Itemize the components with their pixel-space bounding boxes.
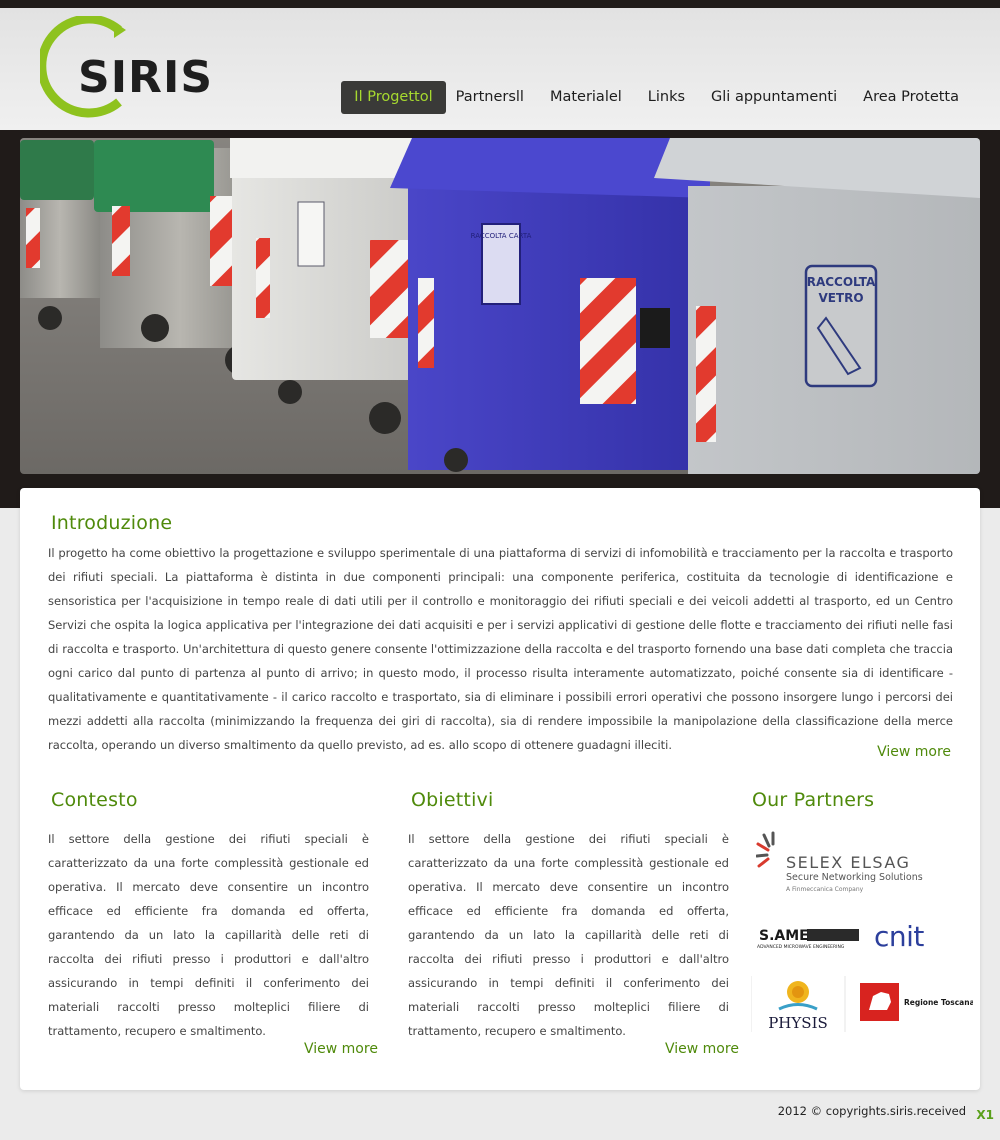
nav-item-materiale[interactable]: Materialel bbox=[549, 89, 622, 105]
contesto-view-more-link[interactable]: View more bbox=[304, 1041, 378, 1057]
logo-wordmark: SIRIS bbox=[78, 52, 214, 103]
intro-view-more-link[interactable]: View more bbox=[877, 744, 951, 760]
partner-logo-physis[interactable] bbox=[751, 976, 847, 1032]
siris-logo[interactable] bbox=[40, 16, 220, 120]
contesto-heading: Contesto bbox=[51, 789, 138, 811]
site-header bbox=[0, 8, 1000, 130]
nav-item-il-progetto[interactable]: Il Progettol bbox=[341, 81, 445, 114]
glass-bin bbox=[654, 138, 980, 474]
obiettivi-heading: Obiettivi bbox=[411, 789, 494, 811]
obiettivi-view-more-link[interactable]: View more bbox=[665, 1041, 739, 1057]
partners-heading: Our Partners bbox=[752, 789, 875, 811]
selex-sub: A Finmeccanica Company bbox=[786, 886, 864, 893]
main-nav bbox=[341, 81, 972, 114]
partner-logo-selex-elsag[interactable] bbox=[756, 830, 948, 900]
contesto-text: Il settore della gestione dei rifiuti speciali è caratterizzato da una forte complessità gestionale ed operativa. Il mercato deve consentire un incontro efficace ed efficiente fra domanda ed offerta, garantendo da un lato la capillarità delle reti di raccolta dei rifiuti presso i produttori e dall'altro assicurando in tempi definiti il conferimento dei materiali raccolti presso molteplici filiere di trattamento, recupero e smaltimento. bbox=[48, 832, 369, 1038]
partner-logo-regione-toscana[interactable] bbox=[859, 980, 973, 1024]
blue-bin bbox=[390, 138, 710, 472]
top-strip bbox=[0, 0, 1000, 8]
partner-logo-cnit[interactable] bbox=[872, 918, 958, 952]
paper-bin-label: RACCOLTA CARTA bbox=[470, 232, 532, 240]
nav-item-area-protetta[interactable]: Area Protetta bbox=[863, 89, 959, 105]
footer-badge: X1 bbox=[976, 1108, 994, 1122]
main-content bbox=[20, 488, 980, 1090]
copyright-text: 2012 © copyrights.siris.received bbox=[777, 1104, 966, 1118]
cnit-name: cnit bbox=[874, 920, 924, 952]
intro-heading: Introduzione bbox=[51, 512, 173, 534]
physis-name: PHYSIS bbox=[768, 1014, 828, 1032]
nav-item-appuntamenti[interactable]: Gli appuntamenti bbox=[711, 89, 838, 105]
toscana-name: Regione Toscana bbox=[904, 998, 973, 1007]
selex-tagline: Secure Networking Solutions bbox=[786, 872, 923, 883]
same-tagline: ADVANCED MICROWAVE ENGINEERING bbox=[757, 945, 845, 950]
glass-bin-label-1: RACCOLTA bbox=[806, 275, 876, 289]
same-name: S.AME bbox=[759, 928, 809, 944]
glass-bin-label-2: VETRO bbox=[818, 291, 864, 305]
partner-logo-same[interactable] bbox=[757, 926, 859, 950]
selex-name: SELEX ELSAG bbox=[786, 853, 911, 872]
intro-text: Il progetto ha come obiettivo la progettazione e sviluppo sperimentale di una piattaforma di servizi di infomobilità e tracciamento per la raccolta e trasporto dei rifiuti speciali. La piattaforma è distinta in due componenti principali: una componente periferica, costituita da tecnologie di identificazione e sensoristica per l'acquisizione in tempo reale di dati utili per il controllo e monitoraggio dei rifiuti speciali e dei veicoli addetti al trasporto, ed un Centro Servizi che ospita la logica applicativa per l'integrazione dei dati acquisiti e per i servizi applicativi di gestione delle flotte e tracciamento dei rifiuti nelle fasi di raccolta e trasporto. Un'architettura di questo genere consente l'ottimizzazione della raccolta e del trasporto fornendo una base dati completa che traccia ogni carico dal punto di partenza al punto di arrivo; in questo modo, il processo risulta interamente automatizzato, poiché consente sia di identificare - qualitativamente e quantitativamente - il carico raccolto e trasportato, sia di eliminare i possibili errori operativi che possono insorgere lungo i percorsi dei mezzi addetti alla raccolta (minimizzando la frequenza dei giri di raccolta), sia di rendere impossibile la manipolazione della classificazione della merce raccolta, operando un diverso smaltimento da quello previsto, ad es. allo scopo di ottenere guadagni illeciti. bbox=[48, 546, 953, 752]
nav-item-links[interactable]: Links bbox=[647, 89, 686, 105]
obiettivi-text: Il settore della gestione dei rifiuti speciali è caratterizzato da una forte complessità gestionale ed operativa. Il mercato deve consentire un incontro efficace ed efficiente fra domanda ed offerta, garantendo da un lato la capillarità delle reti di raccolta dei rifiuti presso i produttori e dall'altro assicurando in tempi definiti il conferimento dei materiali raccolti presso molteplici filiere di trattamento, recupero e smaltimento. bbox=[408, 832, 729, 1038]
hero-image bbox=[20, 138, 980, 474]
nav-item-partners[interactable]: Partnersll bbox=[455, 89, 524, 105]
